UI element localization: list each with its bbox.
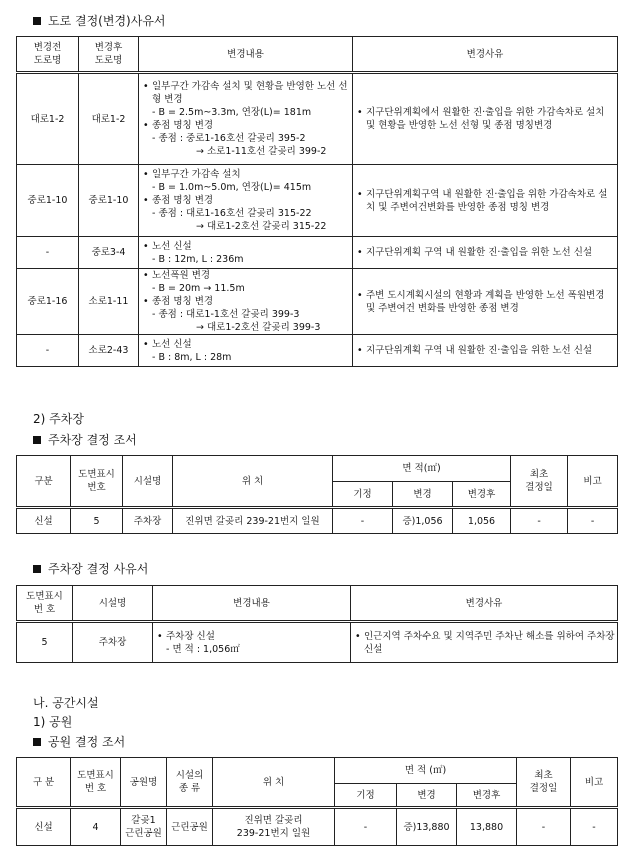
cell-after: 1,056 [453,508,511,534]
content-sub: → 대로1-2호선 갈곶리 315-22 [196,221,327,232]
road-reason-heading [33,12,166,29]
parking-decision-table [16,455,618,534]
cell-before: 대로1-2 [17,73,79,165]
cell-type: 신설 [17,808,71,846]
content-sub: - B = 2.5m~3.3m, 연장(L)= 181m [152,107,312,118]
space-facility-section-label: 나. 공간시설 [33,696,99,710]
cell-content [139,237,353,269]
parking-decision-title: 주차장 결정 조서 [48,433,137,447]
table-row [17,808,618,846]
cell-after: 대로1-2 [79,73,139,165]
header-no: 도면표시 번 호 [17,586,73,622]
cell-first-decision: - [517,808,571,846]
header-kind: 시설의 종 류 [167,758,213,808]
table-row [17,269,618,335]
cell-existing: - [335,808,397,846]
cell-first-decision: - [511,508,568,534]
header-after: 변경후 도로명 [79,37,139,73]
cell-note: - [568,508,618,534]
table-row [17,165,618,237]
parking-reason-table [16,585,618,663]
content-sub: - B : 12m, L : 236m [152,253,244,265]
header-area: 면 적 (㎡) [335,758,517,784]
content-sub: → 소로1-11호선 갈곶리 399-2 [196,146,327,157]
cell-location: 진위면 갈곶리 239-21번지 일원 [173,508,333,534]
cell-no: 5 [17,622,73,663]
cell-kind: 근린공원 [167,808,213,846]
parking-reason-title: 주차장 결정 사유서 [48,562,149,576]
cell-after: 소로1-11 [79,269,139,335]
content-bullet: • 노선 신설 [142,338,350,351]
cell-park-name: 갈곶1 근린공원 [121,808,167,846]
header-no: 도면표시 번호 [71,456,123,508]
content-bullet: • 종점 명칭 변경 [142,295,350,308]
road-table-body [17,73,618,367]
header-change: 변경 [393,482,453,508]
reason-bullet: • 인근지역 주차수요 및 지역주민 주차난 해소를 위하여 주차장 신설 [354,630,615,656]
cell-name: 주차장 [123,508,173,534]
cell-content [139,165,353,237]
parking-decision-heading [33,431,137,448]
table-row [17,73,618,165]
reason-bullet: • 지구단위계획 구역 내 원활한 진·출입을 위한 노선 신설 [356,246,615,259]
header-content: 변경내용 [139,37,353,73]
header-type: 구 분 [17,758,71,808]
header-existing: 기정 [335,784,397,808]
square-bullet-icon [33,565,41,573]
header-reason: 변경사유 [353,37,618,73]
table-row [17,508,618,534]
header-name: 시설명 [73,586,153,622]
content-bullet: • 노선폭원 변경 [142,269,350,282]
content-bullet: • 노선 신설 [142,240,350,253]
content-bullet: • 일부구간 가감속 설치 및 현황을 반영한 노선 선형 변경 [142,80,350,106]
cell-content [153,622,351,663]
cell-note: - [571,808,618,846]
header-reason: 변경사유 [351,586,618,622]
square-bullet-icon [33,436,41,444]
cell-before: 중로1-16 [17,269,79,335]
cell-after: 13,880 [457,808,517,846]
parking-section-label: 2) 주차장 [33,412,84,426]
header-area: 면 적(㎡) [333,456,511,482]
cell-change: 증)13,880 [397,808,457,846]
cell-reason [353,237,618,269]
content-sub: - B : 8m, L : 28m [152,351,232,363]
header-first-decision: 최초 결정일 [517,758,571,808]
content-sub: - 면 적 : 1,056㎡ [166,643,240,655]
table-row [17,622,618,663]
cell-reason [353,73,618,165]
park-decision-heading [33,733,125,750]
park-decision-table [16,757,618,846]
square-bullet-icon [33,738,41,746]
cell-content [139,335,353,367]
cell-after: 소로2-43 [79,335,139,367]
header-after-change: 변경후 [457,784,517,808]
content-bullet: • 종점 명칭 변경 [142,194,350,207]
content-sub: - B = 20m → 11.5m [152,283,245,294]
cell-content [139,269,353,335]
cell-reason [351,622,618,663]
content-sub: - 종점 : 대로1-16호선 갈곶리 315-22 [152,208,312,219]
header-after-change: 변경후 [453,482,511,508]
square-bullet-icon [33,17,41,25]
content-sub: → 대로1-2호선 갈곶리 399-3 [196,322,321,333]
header-before: 변경전 도로명 [17,37,79,73]
park-section-label: 1) 공원 [33,715,73,729]
header-no: 도면표시 번 호 [71,758,121,808]
header-park-name: 공원명 [121,758,167,808]
cell-change: 증)1,056 [393,508,453,534]
cell-before: - [17,335,79,367]
cell-name: 주차장 [73,622,153,663]
reason-bullet: • 주변 도시계획시설의 현황과 계획을 반영한 노선 폭원변경 및 주변여건 변화를 반영한 종점 변경 [356,289,615,315]
road-reason-title: 도로 결정(변경)사유서 [48,14,166,28]
cell-existing: - [333,508,393,534]
content-sub: - B = 1.0m~5.0m, 연장(L)= 415m [152,182,312,193]
reason-bullet: • 지구단위계획에서 원활한 진·출입을 위한 가감속차로 설치 및 현황을 반영한 노선 선형 및 종점 명칭변경 [356,106,615,132]
content-bullet: • 일부구간 가감속 설치 [142,168,350,181]
header-location: 위 치 [213,758,335,808]
reason-bullet: • 지구단위계획 구역 내 원활한 진·출입을 위한 노선 신설 [356,344,615,357]
cell-location: 진위면 갈곶리 239-21번지 일원 [213,808,335,846]
cell-no: 4 [71,808,121,846]
park-decision-title: 공원 결정 조서 [48,735,126,749]
cell-after: 중로3-4 [79,237,139,269]
header-location: 위 치 [173,456,333,508]
content-sub: - 종점 : 대로1-1호선 갈곶리 399-3 [152,309,300,320]
header-existing: 기정 [333,482,393,508]
cell-after: 중로1-10 [79,165,139,237]
header-type: 구분 [17,456,71,508]
table-row [17,335,618,367]
content-sub: - 종점 : 중로1-16호선 갈곶리 395-2 [152,133,306,144]
header-name: 시설명 [123,456,173,508]
header-change: 변경 [397,784,457,808]
header-note: 비고 [568,456,618,508]
cell-no: 5 [71,508,123,534]
content-bullet: • 종점 명칭 변경 [142,119,350,132]
cell-reason [353,335,618,367]
cell-reason [353,269,618,335]
cell-content [139,73,353,165]
header-first-decision: 최초 결정일 [511,456,568,508]
cell-type: 신설 [17,508,71,534]
header-note: 비고 [571,758,618,808]
cell-before: 중로1-10 [17,165,79,237]
parking-reason-heading [33,560,148,577]
cell-reason [353,165,618,237]
road-reason-table [16,36,618,367]
header-content: 변경내용 [153,586,351,622]
reason-bullet: • 지구단위계획구역 내 원활한 진·출입을 위한 가감속차로 설치 및 주변여건변화를 반영한 종점 명칭 변경 [356,188,615,214]
table-row [17,237,618,269]
content-bullet: • 주차장 신설 [156,630,348,643]
cell-before: - [17,237,79,269]
